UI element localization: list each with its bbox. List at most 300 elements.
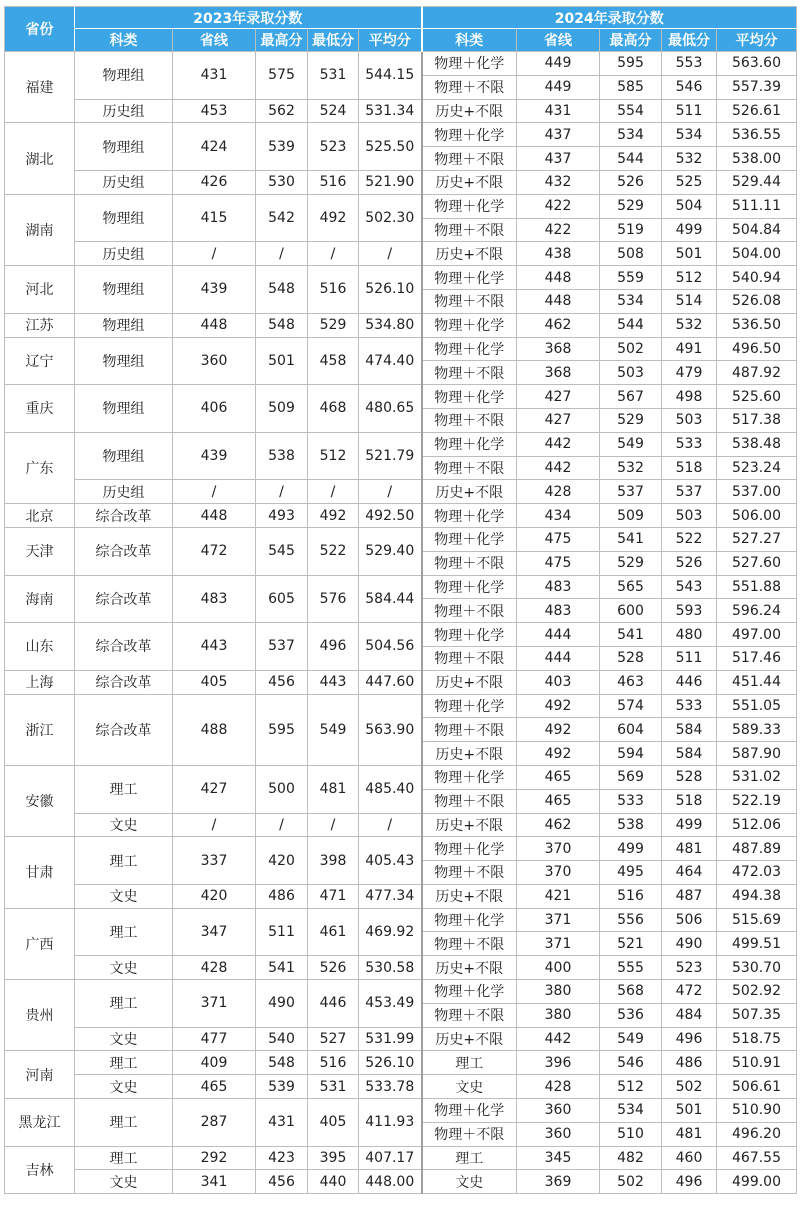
year-2023-header: 2023年录取分数 bbox=[75, 7, 422, 29]
cell-2023-line: 488 bbox=[173, 694, 256, 765]
cell-2023-line: 287 bbox=[173, 1099, 256, 1147]
cell-2023-line: 360 bbox=[173, 337, 256, 385]
cell-2023-max: 456 bbox=[256, 670, 308, 694]
cell-2024-line: 380 bbox=[517, 980, 600, 1004]
col-max-2023: 最高分 bbox=[256, 29, 308, 52]
cell-2024-min: 486 bbox=[662, 1051, 717, 1075]
cell-2023-max: 540 bbox=[256, 1027, 308, 1051]
cell-2023-min: 531 bbox=[308, 1075, 359, 1099]
cell-2023-min: 522 bbox=[308, 527, 359, 575]
cell-2023-avg: 448.00 bbox=[359, 1170, 422, 1194]
cell-2023-max: 537 bbox=[256, 623, 308, 671]
cell-2024-subject: 物理＋化学 bbox=[422, 1099, 517, 1123]
cell-2024-subject: 物理＋不限 bbox=[422, 718, 517, 742]
col-max-2024: 最高分 bbox=[600, 29, 662, 52]
cell-2023-avg: 521.90 bbox=[359, 170, 422, 194]
cell-2024-avg: 494.38 bbox=[717, 884, 797, 908]
province-cell: 河南 bbox=[5, 1051, 75, 1099]
cell-2023-min: 526 bbox=[308, 956, 359, 980]
cell-2023-avg: 480.65 bbox=[359, 385, 422, 433]
cell-2023-avg: / bbox=[359, 480, 422, 504]
cell-2024-min: 593 bbox=[662, 599, 717, 623]
cell-2024-line: 465 bbox=[517, 765, 600, 789]
cell-2023-line: 337 bbox=[173, 837, 256, 885]
cell-2024-subject: 物理＋不限 bbox=[422, 599, 517, 623]
cell-2023-max: 539 bbox=[256, 123, 308, 171]
cell-2024-avg: 589.33 bbox=[717, 718, 797, 742]
cell-2024-avg: 536.55 bbox=[717, 123, 797, 147]
cell-2024-line: 422 bbox=[517, 218, 600, 242]
cell-2024-max: 600 bbox=[600, 599, 662, 623]
cell-2024-min: 496 bbox=[662, 1170, 717, 1194]
cell-2024-line: 492 bbox=[517, 694, 600, 718]
col-line-2023: 省线 bbox=[173, 29, 256, 52]
cell-2024-subject: 历史+不限 bbox=[422, 1027, 517, 1051]
cell-2024-min: 528 bbox=[662, 765, 717, 789]
table-row bbox=[5, 884, 797, 908]
cell-2024-avg: 536.50 bbox=[717, 313, 797, 337]
cell-2024-subject: 物理＋不限 bbox=[422, 289, 517, 313]
cell-2024-max: 595 bbox=[600, 52, 662, 76]
cell-2024-max: 510 bbox=[600, 1122, 662, 1146]
cell-2023-max: 548 bbox=[256, 266, 308, 314]
cell-2024-avg: 451.44 bbox=[717, 670, 797, 694]
cell-2023-subject: 综合改革 bbox=[75, 670, 173, 694]
cell-2024-max: 565 bbox=[600, 575, 662, 599]
cell-2023-line: 341 bbox=[173, 1170, 256, 1194]
cell-2024-min: 543 bbox=[662, 575, 717, 599]
cell-2023-avg: 447.60 bbox=[359, 670, 422, 694]
cell-2023-avg: 584.44 bbox=[359, 575, 422, 623]
cell-2024-avg: 487.89 bbox=[717, 837, 797, 861]
cell-2024-line: 371 bbox=[517, 932, 600, 956]
cell-2024-subject: 物理＋化学 bbox=[422, 527, 517, 551]
cell-2023-max: 511 bbox=[256, 908, 308, 956]
cell-2024-min: 537 bbox=[662, 480, 717, 504]
cell-2024-max: 549 bbox=[600, 432, 662, 456]
cell-2024-line: 369 bbox=[517, 1170, 600, 1194]
cell-2024-subject: 历史+不限 bbox=[422, 480, 517, 504]
cell-2024-avg: 496.20 bbox=[717, 1122, 797, 1146]
cell-2024-avg: 551.05 bbox=[717, 694, 797, 718]
cell-2023-max: 493 bbox=[256, 504, 308, 528]
cell-2024-line: 444 bbox=[517, 623, 600, 647]
cell-2024-min: 472 bbox=[662, 980, 717, 1004]
cell-2024-max: 574 bbox=[600, 694, 662, 718]
col-avg-2023: 平均分 bbox=[359, 29, 422, 52]
cell-2023-min: 398 bbox=[308, 837, 359, 885]
cell-2024-subject: 物理＋化学 bbox=[422, 908, 517, 932]
table-row bbox=[5, 623, 797, 647]
cell-2023-line: 453 bbox=[173, 99, 256, 123]
cell-2023-min: 512 bbox=[308, 432, 359, 480]
cell-2024-max: 604 bbox=[600, 718, 662, 742]
table-row bbox=[5, 1051, 797, 1075]
cell-2024-max: 554 bbox=[600, 99, 662, 123]
col-min-2023: 最低分 bbox=[308, 29, 359, 52]
cell-2023-line: 465 bbox=[173, 1075, 256, 1099]
table-row bbox=[5, 266, 797, 290]
cell-2023-avg: 531.99 bbox=[359, 1027, 422, 1051]
table-row bbox=[5, 813, 797, 837]
cell-2024-avg: 522.19 bbox=[717, 789, 797, 813]
cell-2024-subject: 物理＋不限 bbox=[422, 789, 517, 813]
cell-2024-line: 492 bbox=[517, 742, 600, 766]
cell-2024-min: 501 bbox=[662, 1099, 717, 1123]
table-row bbox=[5, 313, 797, 337]
cell-2024-subject: 历史+不限 bbox=[422, 242, 517, 266]
cell-2023-avg: 531.34 bbox=[359, 99, 422, 123]
cell-2024-min: 532 bbox=[662, 147, 717, 171]
cell-2024-subject: 物理＋化学 bbox=[422, 194, 517, 218]
cell-2024-line: 449 bbox=[517, 52, 600, 76]
cell-2024-max: 521 bbox=[600, 932, 662, 956]
cell-2024-avg: 510.91 bbox=[717, 1051, 797, 1075]
province-cell: 山东 bbox=[5, 623, 75, 671]
cell-2024-avg: 512.06 bbox=[717, 813, 797, 837]
cell-2024-line: 360 bbox=[517, 1122, 600, 1146]
cell-2023-avg: 477.34 bbox=[359, 884, 422, 908]
cell-2024-max: 532 bbox=[600, 456, 662, 480]
cell-2024-max: 538 bbox=[600, 813, 662, 837]
province-cell: 江苏 bbox=[5, 313, 75, 337]
cell-2023-subject: 物理组 bbox=[75, 313, 173, 337]
cell-2024-avg: 487.92 bbox=[717, 361, 797, 385]
cell-2024-min: 502 bbox=[662, 1075, 717, 1099]
cell-2024-max: 541 bbox=[600, 623, 662, 647]
table-row bbox=[5, 956, 797, 980]
cell-2024-min: 512 bbox=[662, 266, 717, 290]
cell-2023-min: 492 bbox=[308, 194, 359, 242]
cell-2024-subject: 文史 bbox=[422, 1075, 517, 1099]
cell-2024-subject: 历史+不限 bbox=[422, 99, 517, 123]
col-subject-2023: 科类 bbox=[75, 29, 173, 52]
cell-2024-avg: 527.27 bbox=[717, 527, 797, 551]
cell-2024-max: 528 bbox=[600, 646, 662, 670]
cell-2023-line: 477 bbox=[173, 1027, 256, 1051]
cell-2024-max: 526 bbox=[600, 170, 662, 194]
cell-2024-subject: 物理＋不限 bbox=[422, 861, 517, 885]
cell-2023-avg: 526.10 bbox=[359, 266, 422, 314]
cell-2024-min: 484 bbox=[662, 1003, 717, 1027]
cell-2024-min: 532 bbox=[662, 313, 717, 337]
cell-2023-subject: 历史组 bbox=[75, 99, 173, 123]
cell-2023-subject: 物理组 bbox=[75, 194, 173, 242]
province-cell: 辽宁 bbox=[5, 337, 75, 385]
table-row bbox=[5, 123, 797, 147]
cell-2024-subject: 历史+不限 bbox=[422, 170, 517, 194]
province-cell: 天津 bbox=[5, 527, 75, 575]
cell-2024-subject: 物理＋不限 bbox=[422, 646, 517, 670]
cell-2024-max: 529 bbox=[600, 194, 662, 218]
cell-2024-max: 569 bbox=[600, 765, 662, 789]
cell-2024-subject: 物理＋化学 bbox=[422, 694, 517, 718]
cell-2024-line: 360 bbox=[517, 1099, 600, 1123]
table-row bbox=[5, 694, 797, 718]
cell-2024-min: 460 bbox=[662, 1146, 717, 1170]
cell-2023-avg: 525.50 bbox=[359, 123, 422, 171]
cell-2023-max: 548 bbox=[256, 1051, 308, 1075]
cell-2024-avg: 531.02 bbox=[717, 765, 797, 789]
cell-2023-avg: 521.79 bbox=[359, 432, 422, 480]
cell-2024-line: 427 bbox=[517, 385, 600, 409]
cell-2024-line: 396 bbox=[517, 1051, 600, 1075]
col-min-2024: 最低分 bbox=[662, 29, 717, 52]
cell-2023-avg: 502.30 bbox=[359, 194, 422, 242]
cell-2024-min: 503 bbox=[662, 504, 717, 528]
cell-2024-min: 491 bbox=[662, 337, 717, 361]
cell-2024-line: 368 bbox=[517, 337, 600, 361]
cell-2023-min: 461 bbox=[308, 908, 359, 956]
cell-2023-max: 500 bbox=[256, 765, 308, 813]
cell-2024-avg: 563.60 bbox=[717, 52, 797, 76]
province-cell: 河北 bbox=[5, 266, 75, 314]
cell-2024-line: 422 bbox=[517, 194, 600, 218]
cell-2024-avg: 530.70 bbox=[717, 956, 797, 980]
cell-2024-subject: 物理＋化学 bbox=[422, 313, 517, 337]
cell-2024-subject: 物理＋化学 bbox=[422, 623, 517, 647]
cell-2024-min: 499 bbox=[662, 218, 717, 242]
cell-2023-line: 347 bbox=[173, 908, 256, 956]
cell-2023-avg: 453.49 bbox=[359, 980, 422, 1028]
cell-2024-min: 503 bbox=[662, 408, 717, 432]
cell-2023-avg: 504.56 bbox=[359, 623, 422, 671]
cell-2024-max: 512 bbox=[600, 1075, 662, 1099]
province-cell: 海南 bbox=[5, 575, 75, 623]
table-row bbox=[5, 1075, 797, 1099]
cell-2023-max: 490 bbox=[256, 980, 308, 1028]
cell-2023-min: 458 bbox=[308, 337, 359, 385]
cell-2024-max: 463 bbox=[600, 670, 662, 694]
cell-2024-subject: 物理＋不限 bbox=[422, 456, 517, 480]
table-row bbox=[5, 432, 797, 456]
cell-2023-max: / bbox=[256, 480, 308, 504]
table-row bbox=[5, 504, 797, 528]
cell-2023-max: 420 bbox=[256, 837, 308, 885]
cell-2023-subject: 物理组 bbox=[75, 385, 173, 433]
cell-2024-subject: 文史 bbox=[422, 1170, 517, 1194]
cell-2023-min: 492 bbox=[308, 504, 359, 528]
cell-2024-max: 568 bbox=[600, 980, 662, 1004]
cell-2024-line: 368 bbox=[517, 361, 600, 385]
cell-2024-avg: 496.50 bbox=[717, 337, 797, 361]
cell-2023-max: 541 bbox=[256, 956, 308, 980]
cell-2024-max: 503 bbox=[600, 361, 662, 385]
cell-2023-max: 575 bbox=[256, 52, 308, 100]
cell-2024-max: 529 bbox=[600, 408, 662, 432]
cell-2024-min: 498 bbox=[662, 385, 717, 409]
cell-2024-line: 442 bbox=[517, 1027, 600, 1051]
cell-2023-avg: 469.92 bbox=[359, 908, 422, 956]
cell-2023-avg: 529.40 bbox=[359, 527, 422, 575]
cell-2024-avg: 587.90 bbox=[717, 742, 797, 766]
cell-2024-min: 480 bbox=[662, 623, 717, 647]
cell-2024-subject: 物理＋化学 bbox=[422, 575, 517, 599]
cell-2023-min: 576 bbox=[308, 575, 359, 623]
cell-2024-avg: 472.03 bbox=[717, 861, 797, 885]
cell-2023-line: 431 bbox=[173, 52, 256, 100]
cell-2023-line: 426 bbox=[173, 170, 256, 194]
cell-2024-subject: 历史+不限 bbox=[422, 670, 517, 694]
col-avg-2024: 平均分 bbox=[717, 29, 797, 52]
cell-2024-line: 448 bbox=[517, 266, 600, 290]
cell-2024-line: 465 bbox=[517, 789, 600, 813]
cell-2024-max: 502 bbox=[600, 1170, 662, 1194]
cell-2023-subject: 综合改革 bbox=[75, 623, 173, 671]
cell-2023-min: 496 bbox=[308, 623, 359, 671]
table-row bbox=[5, 527, 797, 551]
cell-2024-min: 514 bbox=[662, 289, 717, 313]
cell-2023-subject: 理工 bbox=[75, 1051, 173, 1075]
cell-2024-line: 442 bbox=[517, 432, 600, 456]
province-cell: 上海 bbox=[5, 670, 75, 694]
cell-2023-min: 516 bbox=[308, 266, 359, 314]
cell-2024-avg: 540.94 bbox=[717, 266, 797, 290]
cell-2023-subject: 历史组 bbox=[75, 242, 173, 266]
cell-2024-subject: 物理＋化学 bbox=[422, 266, 517, 290]
cell-2024-max: 502 bbox=[600, 337, 662, 361]
province-cell: 湖南 bbox=[5, 194, 75, 265]
cell-2023-subject: 物理组 bbox=[75, 123, 173, 171]
cell-2023-max: 530 bbox=[256, 170, 308, 194]
cell-2024-max: 541 bbox=[600, 527, 662, 551]
cell-2023-min: 395 bbox=[308, 1146, 359, 1170]
cell-2024-line: 442 bbox=[517, 456, 600, 480]
cell-2024-avg: 526.61 bbox=[717, 99, 797, 123]
cell-2024-subject: 历史+不限 bbox=[422, 813, 517, 837]
province-cell: 福建 bbox=[5, 52, 75, 123]
table-row bbox=[5, 837, 797, 861]
cell-2024-min: 518 bbox=[662, 456, 717, 480]
cell-2023-avg: 563.90 bbox=[359, 694, 422, 765]
cell-2024-max: 534 bbox=[600, 1099, 662, 1123]
cell-2023-min: / bbox=[308, 813, 359, 837]
cell-2024-min: 511 bbox=[662, 99, 717, 123]
cell-2024-max: 516 bbox=[600, 884, 662, 908]
cell-2023-line: 406 bbox=[173, 385, 256, 433]
province-cell: 湖北 bbox=[5, 123, 75, 194]
cell-2024-line: 448 bbox=[517, 289, 600, 313]
cell-2024-line: 449 bbox=[517, 75, 600, 99]
cell-2023-min: / bbox=[308, 242, 359, 266]
cell-2024-line: 427 bbox=[517, 408, 600, 432]
cell-2024-min: 499 bbox=[662, 813, 717, 837]
cell-2024-max: 567 bbox=[600, 385, 662, 409]
cell-2024-min: 534 bbox=[662, 123, 717, 147]
cell-2024-subject: 物理＋化学 bbox=[422, 504, 517, 528]
cell-2024-max: 544 bbox=[600, 313, 662, 337]
cell-2024-subject: 物理＋不限 bbox=[422, 218, 517, 242]
cell-2024-max: 482 bbox=[600, 1146, 662, 1170]
cell-2023-min: 527 bbox=[308, 1027, 359, 1051]
cell-2024-avg: 537.00 bbox=[717, 480, 797, 504]
cell-2024-max: 499 bbox=[600, 837, 662, 861]
table-row bbox=[5, 337, 797, 361]
table-row bbox=[5, 99, 797, 123]
cell-2024-line: 432 bbox=[517, 170, 600, 194]
cell-2023-avg: 492.50 bbox=[359, 504, 422, 528]
cell-2024-line: 462 bbox=[517, 313, 600, 337]
cell-2023-line: 448 bbox=[173, 504, 256, 528]
cell-2024-line: 437 bbox=[517, 147, 600, 171]
province-cell: 安徽 bbox=[5, 765, 75, 836]
cell-2023-max: 509 bbox=[256, 385, 308, 433]
province-header: 省份 bbox=[5, 7, 75, 52]
cell-2024-subject: 物理＋化学 bbox=[422, 837, 517, 861]
cell-2023-min: 440 bbox=[308, 1170, 359, 1194]
col-subject-2024: 科类 bbox=[422, 29, 517, 52]
cell-2024-subject: 历史+不限 bbox=[422, 742, 517, 766]
cell-2023-subject: 理工 bbox=[75, 980, 173, 1028]
cell-2023-avg: 405.43 bbox=[359, 837, 422, 885]
cell-2024-max: 519 bbox=[600, 218, 662, 242]
cell-2024-max: 537 bbox=[600, 480, 662, 504]
cell-2024-max: 509 bbox=[600, 504, 662, 528]
cell-2024-subject: 物理＋不限 bbox=[422, 1122, 517, 1146]
cell-2023-avg: 526.10 bbox=[359, 1051, 422, 1075]
province-cell: 广东 bbox=[5, 432, 75, 503]
province-cell: 广西 bbox=[5, 908, 75, 979]
cell-2023-min: / bbox=[308, 480, 359, 504]
cell-2024-avg: 499.51 bbox=[717, 932, 797, 956]
cell-2024-line: 380 bbox=[517, 1003, 600, 1027]
cell-2024-line: 371 bbox=[517, 908, 600, 932]
table-row bbox=[5, 1170, 797, 1194]
cell-2024-avg: 506.00 bbox=[717, 504, 797, 528]
cell-2024-min: 511 bbox=[662, 646, 717, 670]
cell-2023-line: 409 bbox=[173, 1051, 256, 1075]
table-body bbox=[5, 52, 797, 1194]
cell-2024-line: 483 bbox=[517, 575, 600, 599]
cell-2024-line: 438 bbox=[517, 242, 600, 266]
cell-2024-avg: 499.00 bbox=[717, 1170, 797, 1194]
cell-2023-subject: 理工 bbox=[75, 1146, 173, 1170]
cell-2023-min: 516 bbox=[308, 1051, 359, 1075]
cell-2024-avg: 538.00 bbox=[717, 147, 797, 171]
cell-2024-subject: 物理＋不限 bbox=[422, 408, 517, 432]
cell-2024-line: 462 bbox=[517, 813, 600, 837]
table-row bbox=[5, 242, 797, 266]
province-cell: 北京 bbox=[5, 504, 75, 528]
cell-2023-line: 439 bbox=[173, 266, 256, 314]
cell-2024-subject: 理工 bbox=[422, 1051, 517, 1075]
province-cell: 甘肃 bbox=[5, 837, 75, 908]
cell-2023-line: 405 bbox=[173, 670, 256, 694]
cell-2024-max: 556 bbox=[600, 908, 662, 932]
province-cell: 黑龙江 bbox=[5, 1099, 75, 1147]
table-row bbox=[5, 52, 797, 76]
cell-2024-avg: 517.46 bbox=[717, 646, 797, 670]
cell-2023-min: 529 bbox=[308, 313, 359, 337]
cell-2024-avg: 557.39 bbox=[717, 75, 797, 99]
cell-2024-max: 546 bbox=[600, 1051, 662, 1075]
cell-2024-avg: 515.69 bbox=[717, 908, 797, 932]
cell-2024-line: 492 bbox=[517, 718, 600, 742]
table-row bbox=[5, 385, 797, 409]
province-cell: 贵州 bbox=[5, 980, 75, 1051]
cell-2024-subject: 物理＋不限 bbox=[422, 551, 517, 575]
cell-2024-avg: 538.48 bbox=[717, 432, 797, 456]
cell-2024-line: 428 bbox=[517, 1075, 600, 1099]
cell-2023-max: 456 bbox=[256, 1170, 308, 1194]
cell-2023-line: 483 bbox=[173, 575, 256, 623]
cell-2024-max: 559 bbox=[600, 266, 662, 290]
cell-2023-line: 427 bbox=[173, 765, 256, 813]
cell-2023-avg: 474.40 bbox=[359, 337, 422, 385]
cell-2024-subject: 物理＋化学 bbox=[422, 52, 517, 76]
cell-2024-line: 475 bbox=[517, 551, 600, 575]
cell-2023-subject: 历史组 bbox=[75, 480, 173, 504]
